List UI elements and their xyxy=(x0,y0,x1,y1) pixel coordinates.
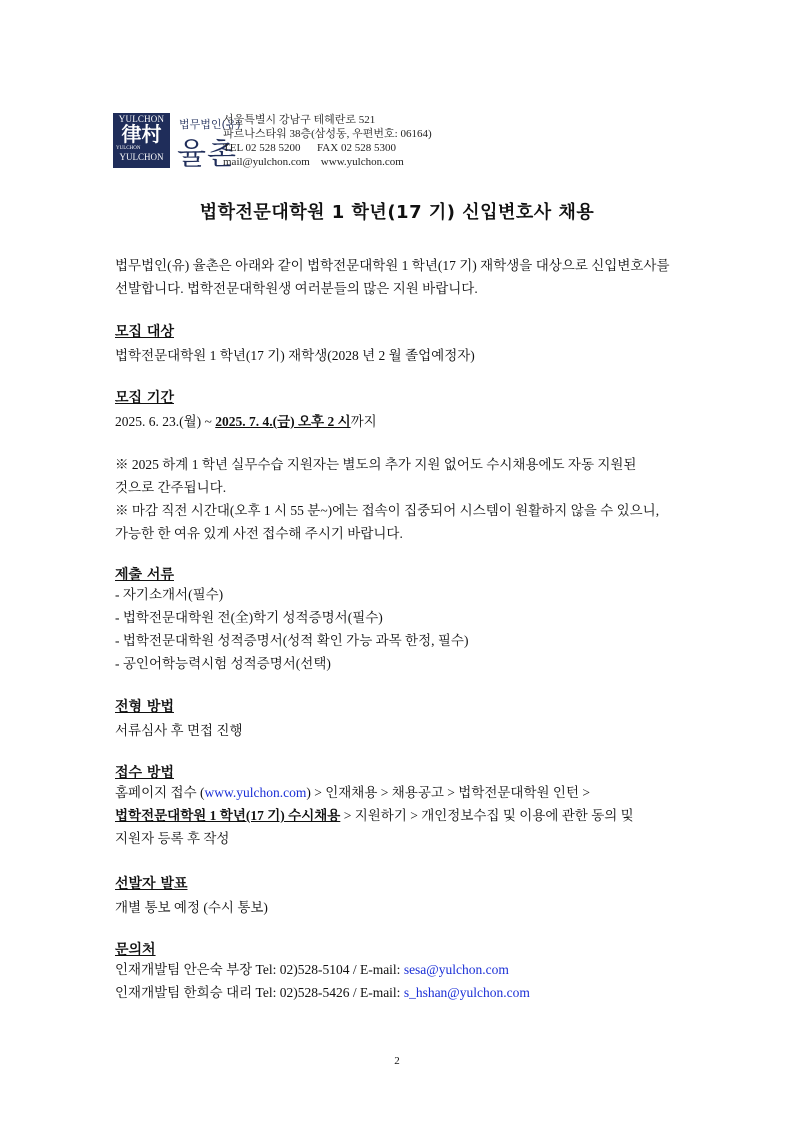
section-heading-target: 모집 대상 xyxy=(115,324,174,340)
page-title: 법학전문대학원 1 학년(17 기) 신입변호사 채용 xyxy=(199,202,595,223)
contact-email-link[interactable]: s_hshan@yulchon.com xyxy=(403,985,530,1000)
intro-line: 선발합니다. 법학전문대학원생 여러분들의 많은 지원 바랍니다. xyxy=(115,281,478,296)
contact-line xyxy=(115,981,695,1004)
address-line-2: 파르나스타워 38층(삼성동, 우편번호: 06164) xyxy=(223,128,432,140)
section-heading-announce: 선발자 발표 xyxy=(115,876,188,892)
apply-line-3: 지원자 등록 후 작성 xyxy=(115,831,230,846)
contact-email-link[interactable]: sesa@yulchon.com xyxy=(403,962,509,977)
apply-text: ) > 인재채용 > 채용공고 > 법학전문대학원 인턴 > xyxy=(306,785,591,800)
period-text xyxy=(115,410,377,430)
list-item: - 법학전문대학원 성적증명서(성적 확인 가능 과목 한정, 필수) xyxy=(115,633,469,648)
list-item: - 공인어학능력시험 성적증명서(선택) xyxy=(115,656,331,671)
tel-fax: TEL 02 528 5200 FAX 02 528 5300 xyxy=(223,142,396,154)
contact-text: 인재개발팀 안은숙 부장 Tel: 02)528-5104 / E-mail: xyxy=(115,962,404,977)
firm-address xyxy=(223,113,432,169)
section-heading-process: 전형 방법 xyxy=(115,699,174,715)
section-heading-period: 모집 기간 xyxy=(115,390,174,406)
list-item: - 법학전문대학원 전(全)학기 성적증명서(필수) xyxy=(115,610,383,625)
firm-type: 법무법인(유) xyxy=(179,118,241,131)
contact-list xyxy=(115,958,695,1004)
apply-line-1 xyxy=(115,781,695,804)
period-deadline: 2025. 7. 4.(금) 오후 2 시 xyxy=(215,414,351,429)
homepage-link[interactable]: www.yulchon.com xyxy=(204,785,307,800)
page-number: 2 xyxy=(394,1055,400,1067)
period-notes xyxy=(115,453,695,545)
intro-paragraph xyxy=(115,254,695,300)
logo-top-text: YULCHON xyxy=(118,114,165,124)
apply-line-2 xyxy=(115,804,695,827)
note-line: 가능한 한 여유 있게 사전 접수해 주시기 바랍니다. xyxy=(115,526,403,541)
apply-text: > 지원하기 > 개인정보수집 및 이용에 관한 동의 및 xyxy=(340,808,634,823)
logo-bottom-text: YULCHON xyxy=(119,152,164,162)
apply-text: 홈페이지 접수 ( xyxy=(115,785,205,800)
logo-tiny-text: YULCHON xyxy=(116,146,141,151)
period-suffix: 까지 xyxy=(350,414,377,429)
target-text: 법학전문대학원 1 학년(17 기) 재학생(2028 년 2 월 졸업예정자) xyxy=(115,348,475,363)
apply-paragraph xyxy=(115,781,695,850)
intro-line: 법무법인(유) 율촌은 아래와 같이 법학전문대학원 1 학년(17 기) 재학생을 대상으로 신입변호사를 xyxy=(115,258,670,273)
section-heading-contact: 문의처 xyxy=(115,942,156,958)
contact-line xyxy=(115,958,695,981)
note-line: ※ 2025 하계 1 학년 실무수습 지원자는 별도의 추가 지원 없어도 수시채용에도 자동 지원된 xyxy=(115,457,637,472)
announce-text: 개별 통보 예정 (수시 통보) xyxy=(115,900,268,915)
contact-text: 인재개발팀 한희승 대리 Tel: 02)528-5426 / E-mail: xyxy=(115,985,404,1000)
note-line: ※ 마감 직전 시간대(오후 1 시 55 분~)에는 접속이 집중되어 시스템이 원활하지 않을 수 있으니, xyxy=(115,503,660,518)
section-heading-apply: 접수 방법 xyxy=(115,765,174,781)
firm-name: 율촌 xyxy=(177,137,237,172)
mail-web: mail@yulchon.com www.yulchon.com xyxy=(223,156,404,168)
documents-list xyxy=(115,583,695,675)
logo-hanja: 律村 xyxy=(121,124,162,146)
address-line-1: 서울특별시 강남구 테헤란로 521 xyxy=(223,114,376,126)
section-heading-documents: 제출 서류 xyxy=(115,567,174,583)
period-start: 2025. 6. 23.(월) ~ xyxy=(115,414,216,429)
yulchon-logo xyxy=(113,113,170,168)
list-item: - 자기소개서(필수) xyxy=(115,587,224,602)
process-text: 서류심사 후 면접 진행 xyxy=(115,723,243,738)
note-line: 것으로 간주됩니다. xyxy=(115,480,227,495)
apply-posting-name: 법학전문대학원 1 학년(17 기) 수시채용 xyxy=(115,808,341,823)
